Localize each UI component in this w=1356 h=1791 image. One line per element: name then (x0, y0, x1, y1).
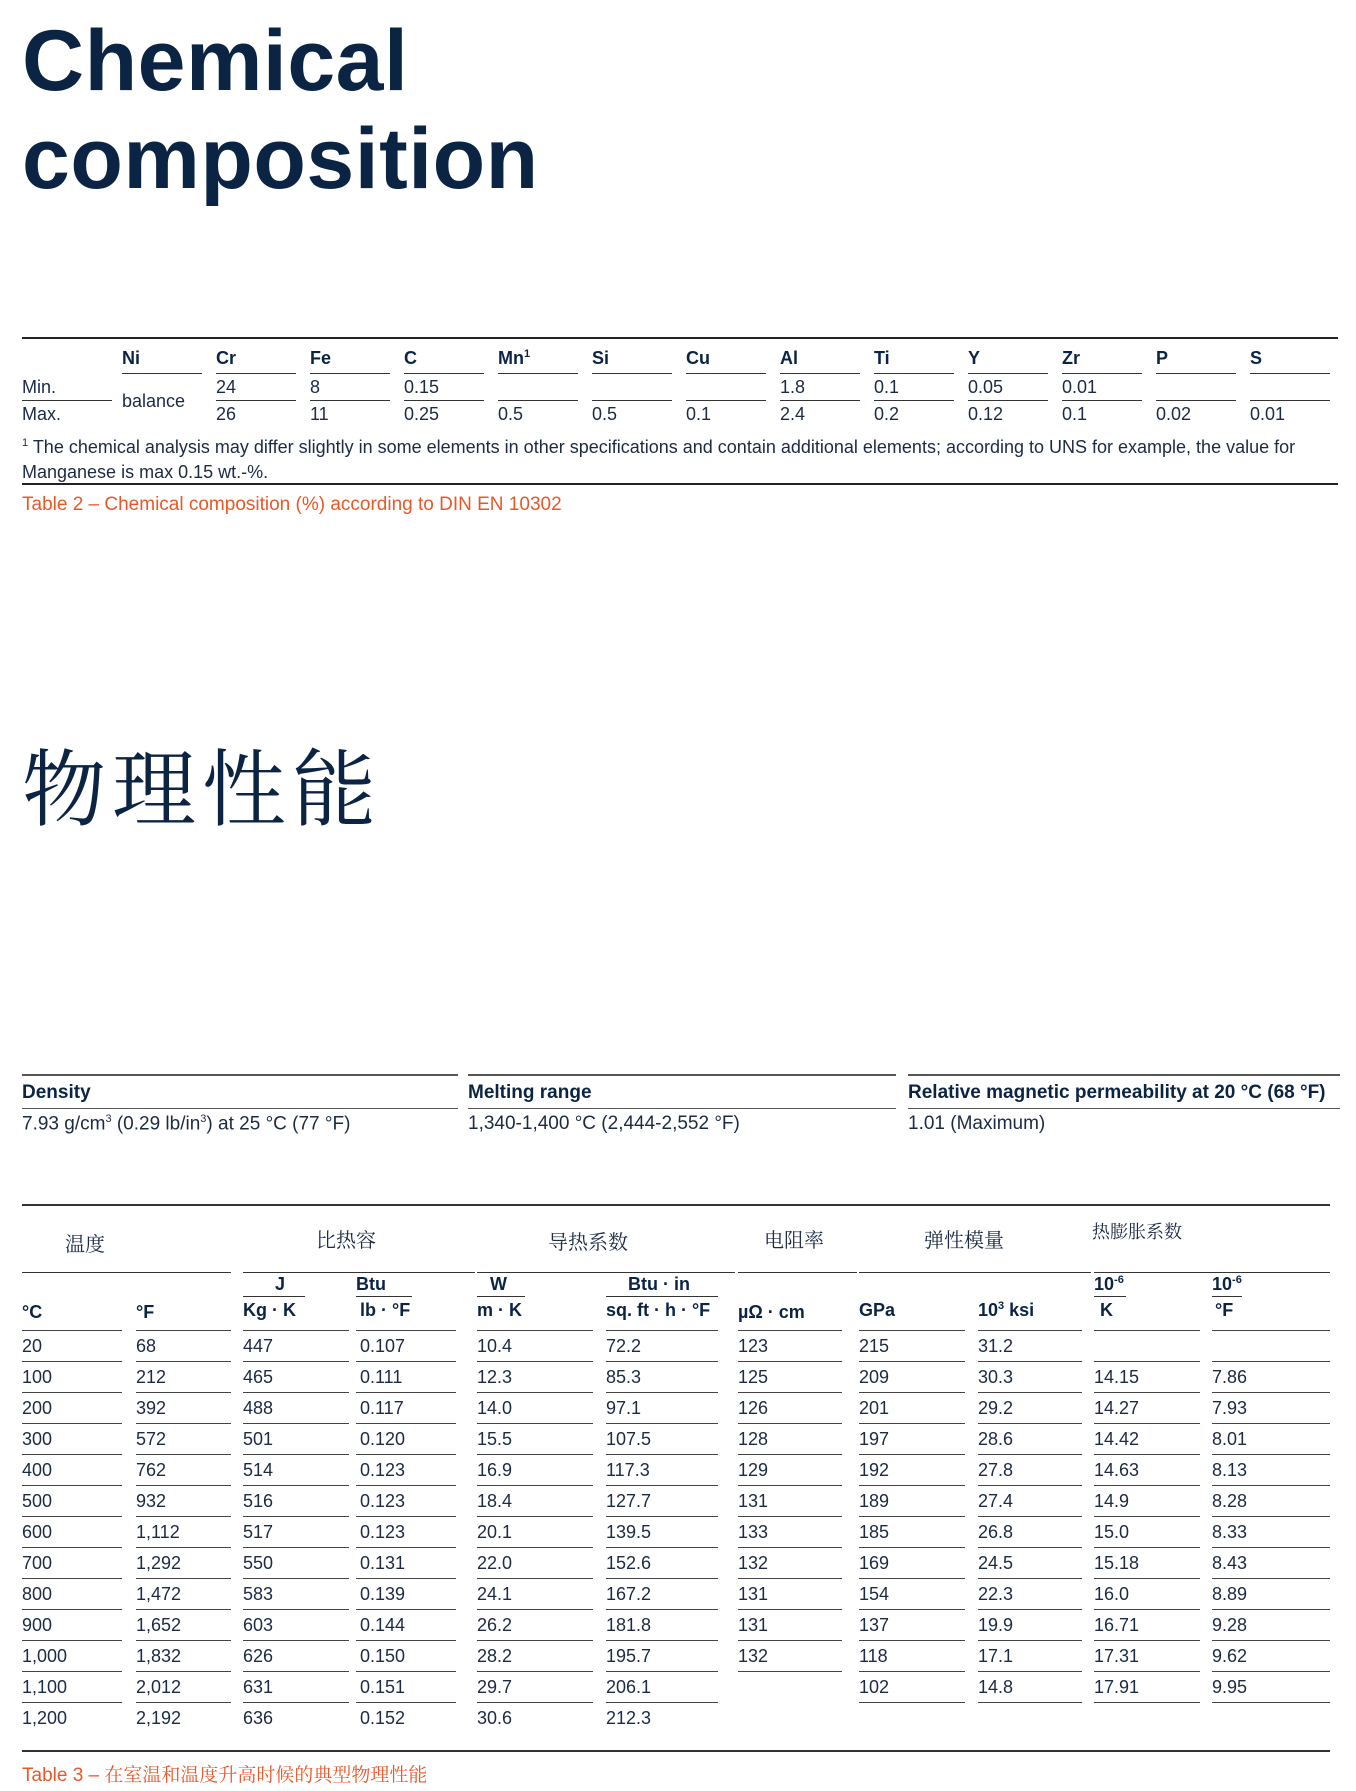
table-cell: 102 (859, 1677, 890, 1697)
table-cell: 1,652 (136, 1615, 182, 1635)
col-cp-us-numerator: Btu (356, 1274, 386, 1294)
table-cell: 392 (136, 1398, 167, 1418)
table-footnote: $^1$ The chemical analysis may differ slightly in some elements in other specifications and contain additional elements; according to UNS for example, the value for Manganese is max 0.15 wt.-%. (22, 437, 1296, 482)
group-thermal-conductivity: 导热系数 (548, 1230, 628, 1254)
table-3-caption: Table 3 – 在室温和温度升高时候的典型物理性能 (22, 1764, 428, 1786)
table-cell: 16.9 (477, 1460, 513, 1480)
table-cell: 215 (859, 1336, 890, 1356)
table-top-rule (22, 1204, 1330, 1206)
col-expansion-us-numerator: $10^{-6}$ (1212, 1274, 1242, 1294)
table-cell: 0.123 (360, 1522, 406, 1542)
min-value: 8 (310, 377, 321, 397)
col-k-si-denominator: m · K (477, 1300, 522, 1320)
table-bottom-rule (22, 483, 1338, 485)
table-cell: 17.91 (1094, 1677, 1140, 1697)
element-header: S (1250, 348, 1263, 368)
table-cell: 15.5 (477, 1429, 513, 1449)
table-cell: 133 (738, 1522, 769, 1542)
min-value: 1.8 (780, 377, 806, 397)
group-specific-heat: 比热容 (316, 1228, 376, 1252)
title-line-2: composition (22, 111, 539, 207)
table-cell: 126 (738, 1398, 769, 1418)
table-cell: 28.6 (978, 1429, 1014, 1449)
table-cell: 22.0 (477, 1553, 513, 1573)
table-cell: 8.89 (1212, 1584, 1248, 1604)
table-cell: 212 (136, 1367, 167, 1387)
max-value: 0.2 (874, 404, 900, 424)
max-value: 0.5 (498, 404, 524, 424)
table-cell: 1,112 (136, 1522, 180, 1542)
row-label-max: Max. (22, 404, 62, 424)
table-cell: 167.2 (606, 1584, 652, 1604)
table-cell: 0.117 (360, 1398, 404, 1418)
col-expansion-si-denominator: K (1100, 1300, 1113, 1320)
element-header: Si (592, 348, 610, 368)
table-cell: 30.3 (978, 1367, 1014, 1387)
table-cell: 97.1 (606, 1398, 642, 1418)
table-cell: 2,012 (136, 1677, 182, 1697)
table-cell: 68 (136, 1336, 157, 1356)
min-value: 0.05 (968, 377, 1004, 397)
table-cell: 152.6 (606, 1553, 652, 1573)
table-cell: 8.13 (1212, 1460, 1248, 1480)
col-cp-si-numerator: J (274, 1274, 285, 1294)
col-modulus-us: $10^3$ ksi (978, 1300, 1035, 1320)
table-cell: 20.1 (477, 1522, 513, 1542)
table-cell: 1,472 (136, 1584, 182, 1604)
table-cell: 9.95 (1212, 1677, 1248, 1697)
table-cell: 131 (738, 1491, 769, 1511)
table-cell: 29.2 (978, 1398, 1014, 1418)
table-cell: 0.131 (360, 1553, 406, 1573)
table-cell: 1,292 (136, 1553, 182, 1573)
table-cell: 2,192 (136, 1708, 182, 1728)
table-cell: 17.1 (978, 1646, 1014, 1666)
table-cell: 8.01 (1212, 1429, 1248, 1449)
table-cell: 131 (738, 1615, 769, 1635)
table-bottom-rule (22, 1750, 1330, 1752)
col-cp-us-denominator: lb · °F (360, 1300, 411, 1320)
table-cell: 14.27 (1094, 1398, 1140, 1418)
table-cell: 129 (738, 1460, 769, 1480)
table-cell: 14.42 (1094, 1429, 1140, 1449)
table-cell: 195.7 (606, 1646, 652, 1666)
col-expansion-si-numerator: $10^{-6}$ (1094, 1274, 1124, 1294)
min-value: 0.15 (404, 377, 440, 397)
table-cell: 14.8 (978, 1677, 1014, 1697)
col-modulus-si: GPa (859, 1300, 896, 1320)
table-cell: 16.0 (1094, 1584, 1130, 1604)
title-line-1: Chemical (22, 13, 409, 109)
min-value: 0.01 (1062, 377, 1098, 397)
table-cell: 0.123 (360, 1491, 406, 1511)
col-k-si-numerator: W (490, 1274, 507, 1294)
row-label-min: Min. (22, 377, 57, 397)
element-header: Mn$^1$ (498, 348, 531, 368)
group-electrical-resistivity: 电阻率 (764, 1228, 824, 1252)
table-cell: 28.2 (477, 1646, 513, 1666)
min-value: 0.1 (874, 377, 900, 397)
table-cell: 14.0 (477, 1398, 513, 1418)
table-cell: 583 (243, 1584, 274, 1604)
table-cell: 85.3 (606, 1367, 642, 1387)
table-cell: 100 (22, 1367, 53, 1387)
table-cell: 0.150 (360, 1646, 406, 1666)
col-k-us-numerator: Btu · in (628, 1274, 690, 1294)
table-cell: 762 (136, 1460, 167, 1480)
table-cell: 0.120 (360, 1429, 406, 1449)
table-2-caption: Table 2 – Chemical composition (%) according to DIN EN 10302 (22, 494, 562, 515)
table-cell: 26.8 (978, 1522, 1014, 1542)
table-cell: 9.62 (1212, 1646, 1248, 1666)
element-header: Zr (1062, 348, 1080, 368)
melting-range-label: Melting range (468, 1082, 592, 1103)
element-header: Al (780, 348, 798, 368)
group-temperature: 温度 (65, 1232, 105, 1256)
table-cell: 154 (859, 1584, 890, 1604)
table-cell: 197 (859, 1429, 890, 1449)
table-cell: 516 (243, 1491, 274, 1511)
table-cell: 447 (243, 1336, 274, 1356)
table-cell: 201 (859, 1398, 890, 1418)
table-cell: 10.4 (477, 1336, 513, 1356)
table-cell: 603 (243, 1615, 274, 1635)
element-header: C (404, 348, 417, 368)
table-cell: 465 (243, 1367, 274, 1387)
table-cell: 169 (859, 1553, 890, 1573)
table-cell: 0.151 (360, 1677, 406, 1697)
table-cell: 15.18 (1094, 1553, 1140, 1573)
table-cell: 139.5 (606, 1522, 652, 1542)
table-cell: 206.1 (606, 1677, 652, 1697)
max-value: 0.01 (1250, 404, 1286, 424)
col-cp-si-denominator: Kg · K (243, 1300, 296, 1320)
max-value: 0.5 (592, 404, 618, 424)
min-value: 24 (216, 377, 237, 397)
table-cell: 12.3 (477, 1367, 513, 1387)
table-cell: 123 (738, 1336, 769, 1356)
table-cell: 27.4 (978, 1491, 1014, 1511)
element-header: Ti (874, 348, 890, 368)
table-cell: 400 (22, 1460, 53, 1480)
table-cell: 118 (859, 1646, 888, 1666)
table-cell: 0.144 (360, 1615, 406, 1635)
table-cell: 127.7 (606, 1491, 652, 1511)
table-cell: 488 (243, 1398, 274, 1418)
table-cell: 1,100 (22, 1677, 68, 1697)
col-resistivity: µΩ · cm (738, 1302, 805, 1322)
max-value: 0.25 (404, 404, 440, 424)
magnetic-permeability-value: 1.01 (Maximum) (908, 1113, 1046, 1134)
col-fahrenheit: °F (136, 1302, 155, 1322)
table-cell: 1,832 (136, 1646, 182, 1666)
table-cell: 1,000 (22, 1646, 68, 1666)
table-cell: 31.2 (978, 1336, 1014, 1356)
table-cell: 700 (22, 1553, 53, 1573)
table-cell: 15.0 (1094, 1522, 1130, 1542)
physical-properties-table (22, 1204, 1330, 1752)
table-cell: 572 (136, 1429, 167, 1449)
table-cell: 800 (22, 1584, 53, 1604)
table-cell: 0.123 (360, 1460, 406, 1480)
table-cell: 932 (136, 1491, 167, 1511)
max-value: 0.1 (686, 404, 712, 424)
table-cell: 185 (859, 1522, 890, 1542)
chemical-note-block (22, 337, 1338, 482)
table-cell: 18.4 (477, 1491, 513, 1511)
table-cell: 626 (243, 1646, 274, 1666)
max-value: 2.4 (780, 404, 806, 424)
element-header: P (1156, 348, 1169, 368)
table-cell: 300 (22, 1429, 53, 1449)
table-cell: 212.3 (606, 1708, 652, 1728)
col-celsius: °C (22, 1302, 43, 1322)
table-cell: 132 (738, 1646, 769, 1666)
element-header: Y (968, 348, 981, 368)
table-cell: 517 (243, 1522, 274, 1542)
page-title (22, 12, 539, 208)
group-elastic-modulus: 弹性模量 (924, 1228, 1004, 1252)
magnetic-permeability-property (908, 1074, 1340, 1135)
magnetic-permeability-label: Relative magnetic permeability at 20 °C (68 °F) (908, 1082, 1326, 1103)
table-cell: 8.28 (1212, 1491, 1248, 1511)
table-cell: 189 (859, 1491, 890, 1511)
table-cell: 117.3 (606, 1460, 650, 1480)
table-cell: 514 (243, 1460, 274, 1480)
max-value: 0.1 (1062, 404, 1088, 424)
table-cell: 22.3 (978, 1584, 1014, 1604)
table-cell: 14.15 (1094, 1367, 1140, 1387)
col-k-us-denominator: sq. ft · h · °F (606, 1300, 711, 1320)
density-label: Density (22, 1082, 91, 1103)
table-cell: 8.33 (1212, 1522, 1248, 1542)
table-cell: 131 (738, 1584, 769, 1604)
table-cell: 24.1 (477, 1584, 513, 1604)
table-cell: 26.2 (477, 1615, 513, 1635)
element-header: Cr (216, 348, 237, 368)
table-cell: 500 (22, 1491, 53, 1511)
table-cell: 7.93 (1212, 1398, 1248, 1418)
max-value: 11 (310, 404, 329, 424)
table-cell: 550 (243, 1553, 274, 1573)
table-cell: 19.9 (978, 1615, 1014, 1635)
melting-range-value: 1,340-1,400 °C (2,444-2,552 °F) (468, 1113, 740, 1134)
table-cell: 7.86 (1212, 1367, 1248, 1387)
table-cell: 209 (859, 1367, 890, 1387)
ni-balance-value: balance (122, 391, 186, 411)
table-cell: 600 (22, 1522, 53, 1542)
table-cell: 0.152 (360, 1708, 406, 1728)
table-cell: 200 (22, 1398, 53, 1418)
table-cell: 14.63 (1094, 1460, 1140, 1480)
table-cell: 0.111 (360, 1367, 403, 1387)
table-cell: 29.7 (477, 1677, 513, 1697)
table-cell: 14.9 (1094, 1491, 1130, 1511)
table-cell: 30.6 (477, 1708, 513, 1728)
table-cell: 501 (243, 1429, 274, 1449)
density-property (22, 1074, 458, 1135)
table-cell: 132 (738, 1553, 769, 1573)
table-cell: 16.71 (1094, 1615, 1140, 1635)
table-cell: 0.107 (360, 1336, 406, 1356)
table-cell: 17.31 (1094, 1646, 1140, 1666)
melting-range-property (468, 1074, 896, 1135)
max-value: 0.12 (968, 404, 1004, 424)
table-cell: 8.43 (1212, 1553, 1248, 1573)
section-title-physical-properties: 物理性能 (22, 741, 383, 839)
table-cell: 636 (243, 1708, 274, 1728)
table-cell: 128 (738, 1429, 769, 1449)
table-cell: 181.8 (606, 1615, 652, 1635)
table-cell: 0.139 (360, 1584, 406, 1604)
table-cell: 125 (738, 1367, 769, 1387)
table-cell: 20 (22, 1336, 43, 1356)
table-cell: 72.2 (606, 1336, 642, 1356)
max-value: 26 (216, 404, 237, 424)
table-cell: 24.5 (978, 1553, 1014, 1573)
table-cell: 900 (22, 1615, 53, 1635)
table-cell: 107.5 (606, 1429, 652, 1449)
table-cell: 9.28 (1212, 1615, 1248, 1635)
element-header: Ni (122, 348, 140, 368)
element-header: Cu (686, 348, 710, 368)
table-cell: 631 (243, 1677, 274, 1697)
table-cell: 27.8 (978, 1460, 1014, 1480)
group-thermal-expansion: 热膨胀系数 (1092, 1222, 1182, 1243)
max-value: 0.02 (1156, 404, 1192, 424)
table-cell: 137 (859, 1615, 890, 1635)
element-header: Fe (310, 348, 332, 368)
table-cell: 1,200 (22, 1708, 68, 1728)
density-value: 7.93 $g/cm^3$ (0.29 $lb/in^3$) at 25 °C (77 °F) (22, 1113, 351, 1135)
col-expansion-us-denominator: °F (1215, 1300, 1234, 1320)
table-cell: 192 (859, 1460, 890, 1480)
